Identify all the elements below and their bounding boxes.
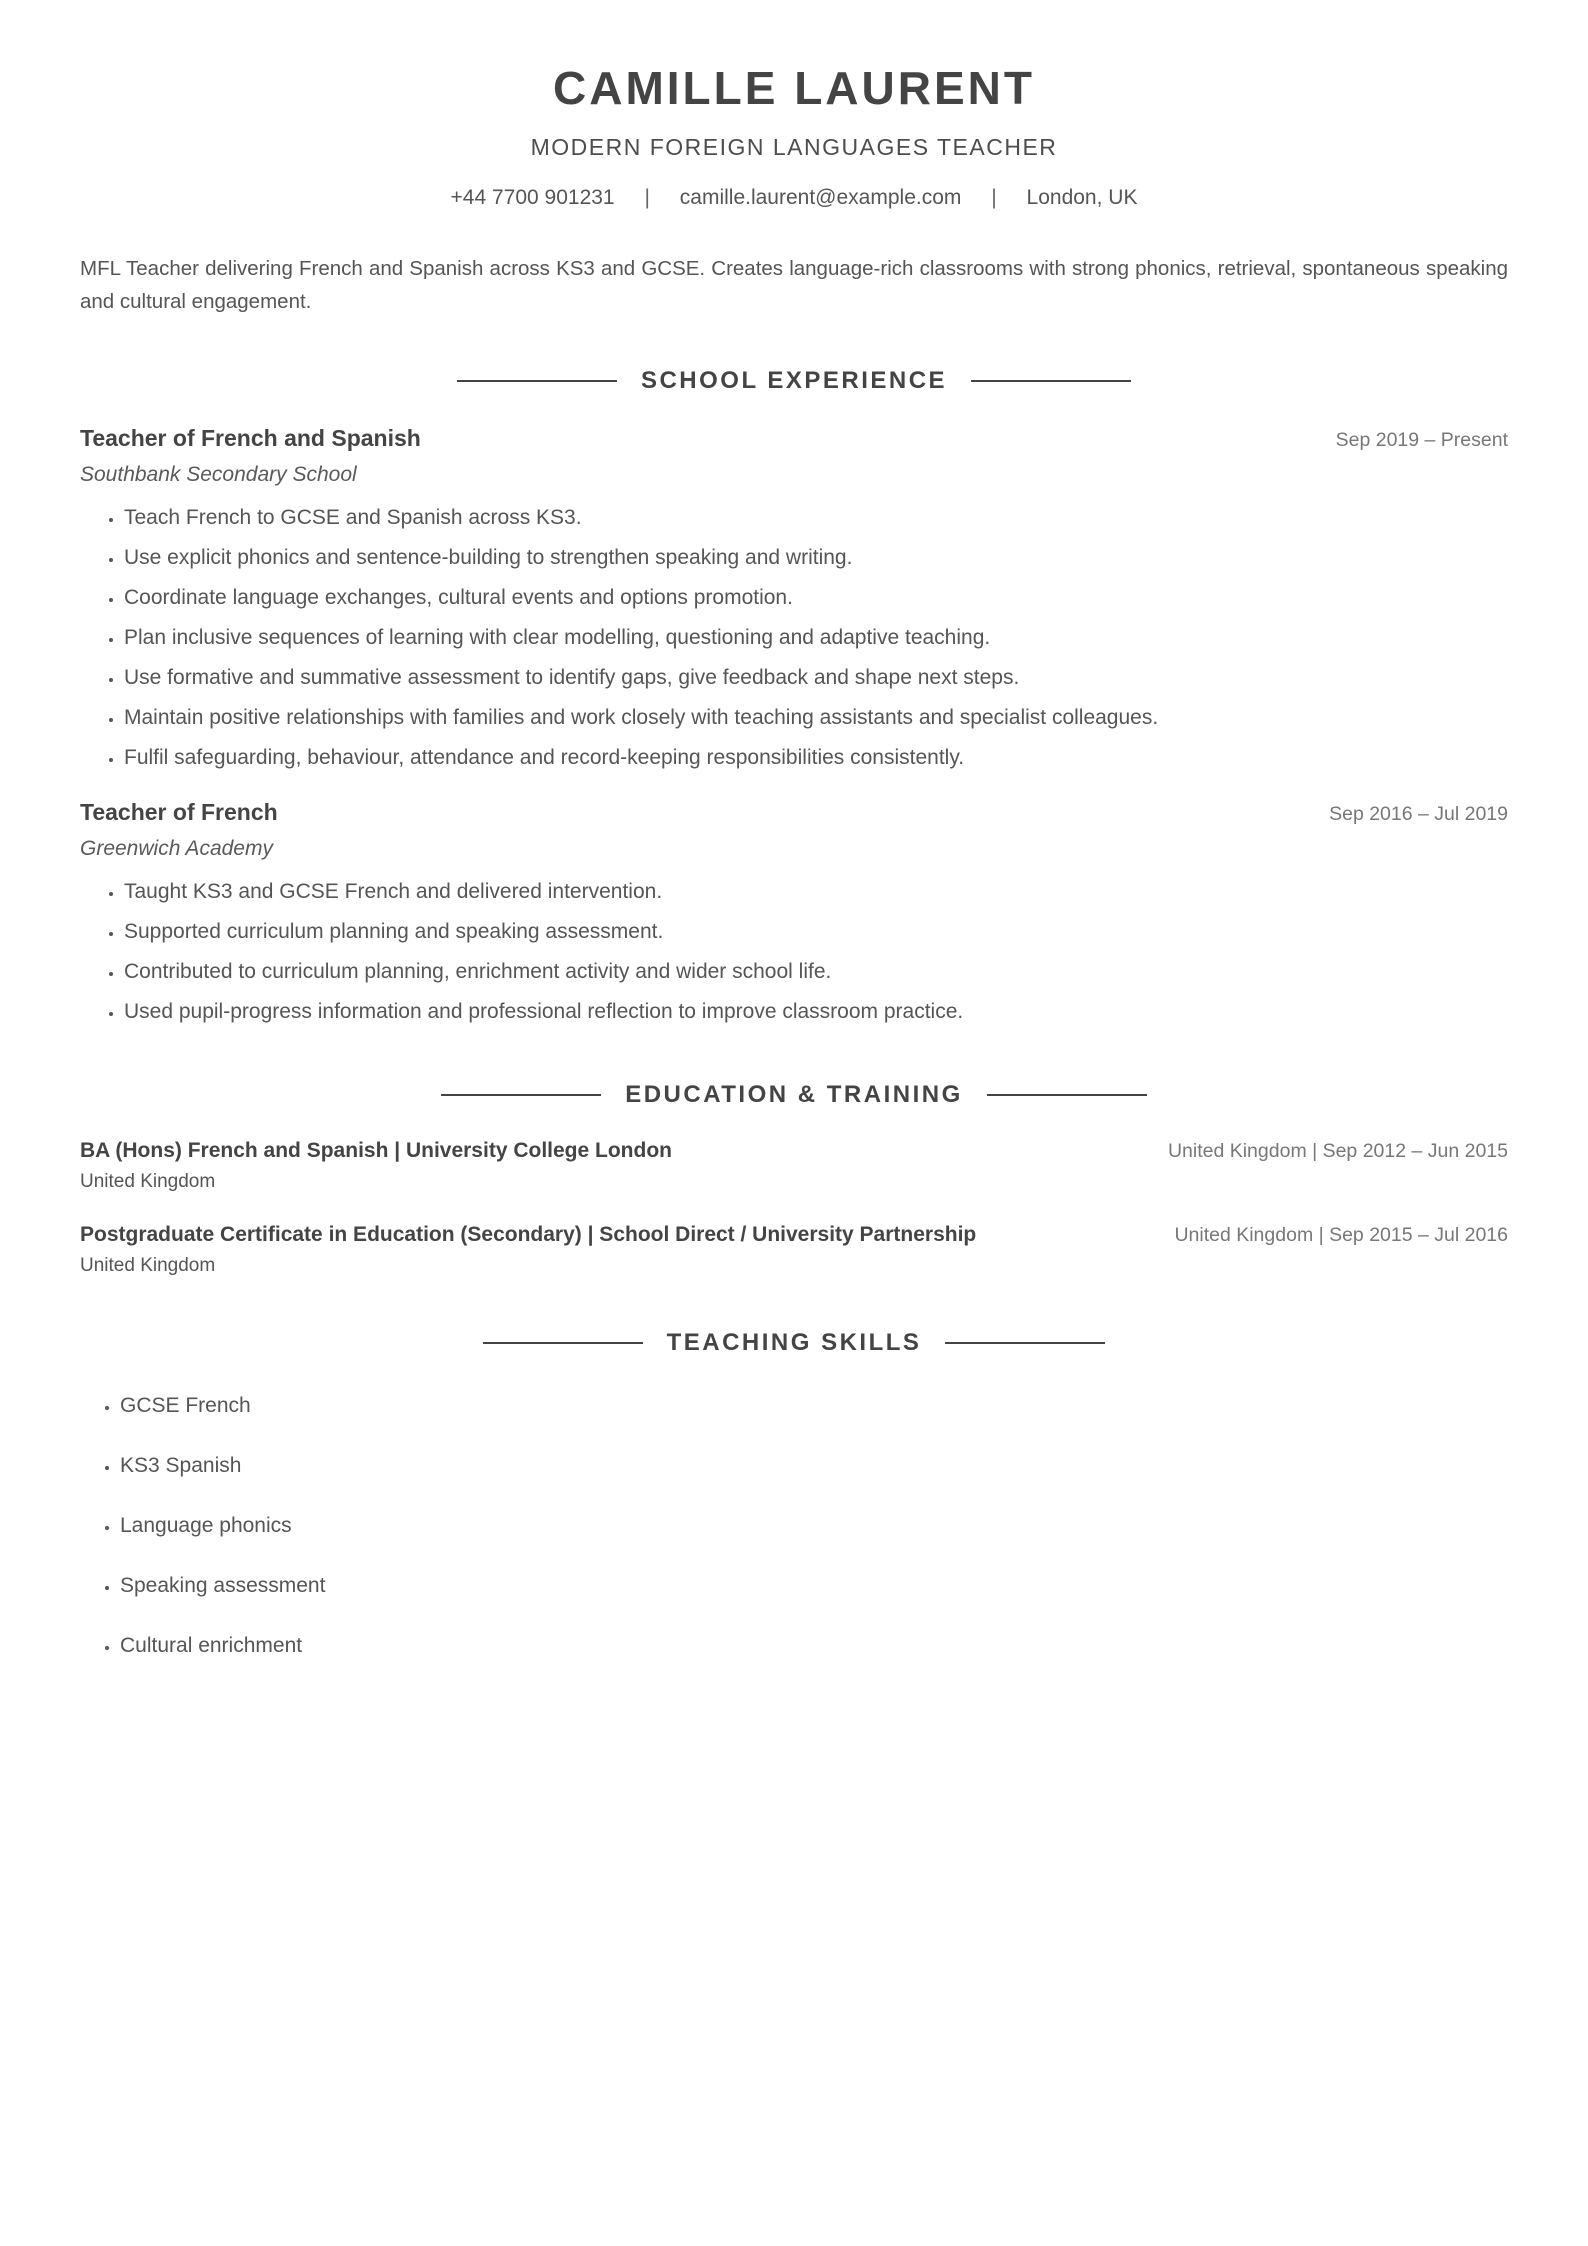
contact-phone: +44 7700 901231 <box>450 186 615 209</box>
contact-email: camille.laurent@example.com <box>679 186 962 209</box>
job-title: Teacher of French <box>80 799 278 825</box>
heading-rule-right <box>971 380 1131 382</box>
job-title: Teacher of French and Spanish <box>80 425 421 451</box>
education-location: United Kingdom <box>80 1171 216 1192</box>
education-header <box>80 1136 1508 1166</box>
candidate-name: CAMILLE LAURENT <box>553 62 1035 114</box>
job-bullet: • Maintain positive relationships with families and work closely with teaching assistants and specialist colleagues. <box>124 698 1508 738</box>
heading-rule-right <box>987 1094 1147 1096</box>
contact-separator: | <box>991 186 997 209</box>
section-title: EDUCATION & TRAINING <box>625 1081 963 1108</box>
job-bullet: • Coordinate language exchanges, cultural events and options promotion. <box>124 578 1508 618</box>
job-bullet: • Plan inclusive sequences of learning with clear modelling, questioning and adaptive teaching. <box>124 618 1508 658</box>
education-location: United Kingdom <box>80 1255 216 1276</box>
section-title: SCHOOL EXPERIENCE <box>640 367 948 394</box>
heading-rule-left <box>457 380 617 382</box>
job-bullet: • Fulfil safeguarding, behaviour, attendance and record-keeping responsibilities consistently. <box>124 738 1508 778</box>
heading-rule-right <box>945 1342 1105 1344</box>
job-dates: Sep 2019 – Present <box>1335 429 1508 451</box>
job-bullet: • Taught KS3 and GCSE French and delivered intervention. <box>124 872 1508 912</box>
skill-item: • Language phonics <box>120 1512 1508 1540</box>
education-entry <box>80 1220 1508 1280</box>
heading-rule-left <box>483 1342 643 1344</box>
education-entry <box>80 1136 1508 1196</box>
skill-item: • KS3 Spanish <box>120 1452 1508 1480</box>
education-meta: United Kingdom | Sep 2015 – Jul 2016 <box>1174 1224 1508 1246</box>
section-title: TEACHING SKILLS <box>666 1329 922 1356</box>
section-heading-skills <box>80 1328 1508 1358</box>
job-header <box>80 796 1508 828</box>
skill-item: • GCSE French <box>120 1392 1508 1420</box>
job-entry <box>80 422 1508 778</box>
job-bullet: • Contributed to curriculum planning, enrichment activity and wider school life. <box>124 952 1508 992</box>
section-heading-education <box>80 1080 1508 1110</box>
skill-item: • Cultural enrichment <box>120 1632 1508 1660</box>
profile-summary: MFL Teacher delivering French and Spanish across KS3 and GCSE. Creates language-rich classrooms with strong phonics, retrieval, spontaneous speaking and cultural engagement. <box>80 257 1508 313</box>
education-header <box>80 1220 1508 1250</box>
school-name: Greenwich Academy <box>80 837 273 860</box>
job-bullet: • Use formative and summative assessment to identify gaps, give feedback and shape next steps. <box>124 658 1508 698</box>
job-role: MODERN FOREIGN LANGUAGES TEACHER <box>530 134 1058 160</box>
education-title: Postgraduate Certificate in Education (Secondary) | School Direct / University Partnership <box>80 1223 977 1246</box>
job-bullets <box>80 872 1508 1032</box>
contact-line <box>80 184 1508 212</box>
contact-separator: | <box>644 186 650 209</box>
education-title: BA (Hons) French and Spanish | University College London <box>80 1139 672 1162</box>
school-name: Southbank Secondary School <box>80 463 357 486</box>
contact-location: London, UK <box>1026 186 1138 209</box>
job-bullet: • Use explicit phonics and sentence-building to strengthen speaking and writing. <box>124 538 1508 578</box>
job-bullet: • Used pupil-progress information and professional reflection to improve classroom practice. <box>124 992 1508 1032</box>
heading-rule-left <box>441 1094 601 1096</box>
section-heading-experience <box>80 366 1508 396</box>
job-dates: Sep 2016 – Jul 2019 <box>1329 803 1508 825</box>
job-bullets <box>80 498 1508 778</box>
job-bullet: • Teach French to GCSE and Spanish across KS3. <box>124 498 1508 538</box>
education-meta: United Kingdom | Sep 2012 – Jun 2015 <box>1167 1140 1508 1162</box>
job-bullet: • Supported curriculum planning and speaking assessment. <box>124 912 1508 952</box>
skills-list <box>80 1392 1508 1660</box>
job-header <box>80 422 1508 454</box>
job-entry <box>80 796 1508 1032</box>
skill-item: • Speaking assessment <box>120 1572 1508 1600</box>
